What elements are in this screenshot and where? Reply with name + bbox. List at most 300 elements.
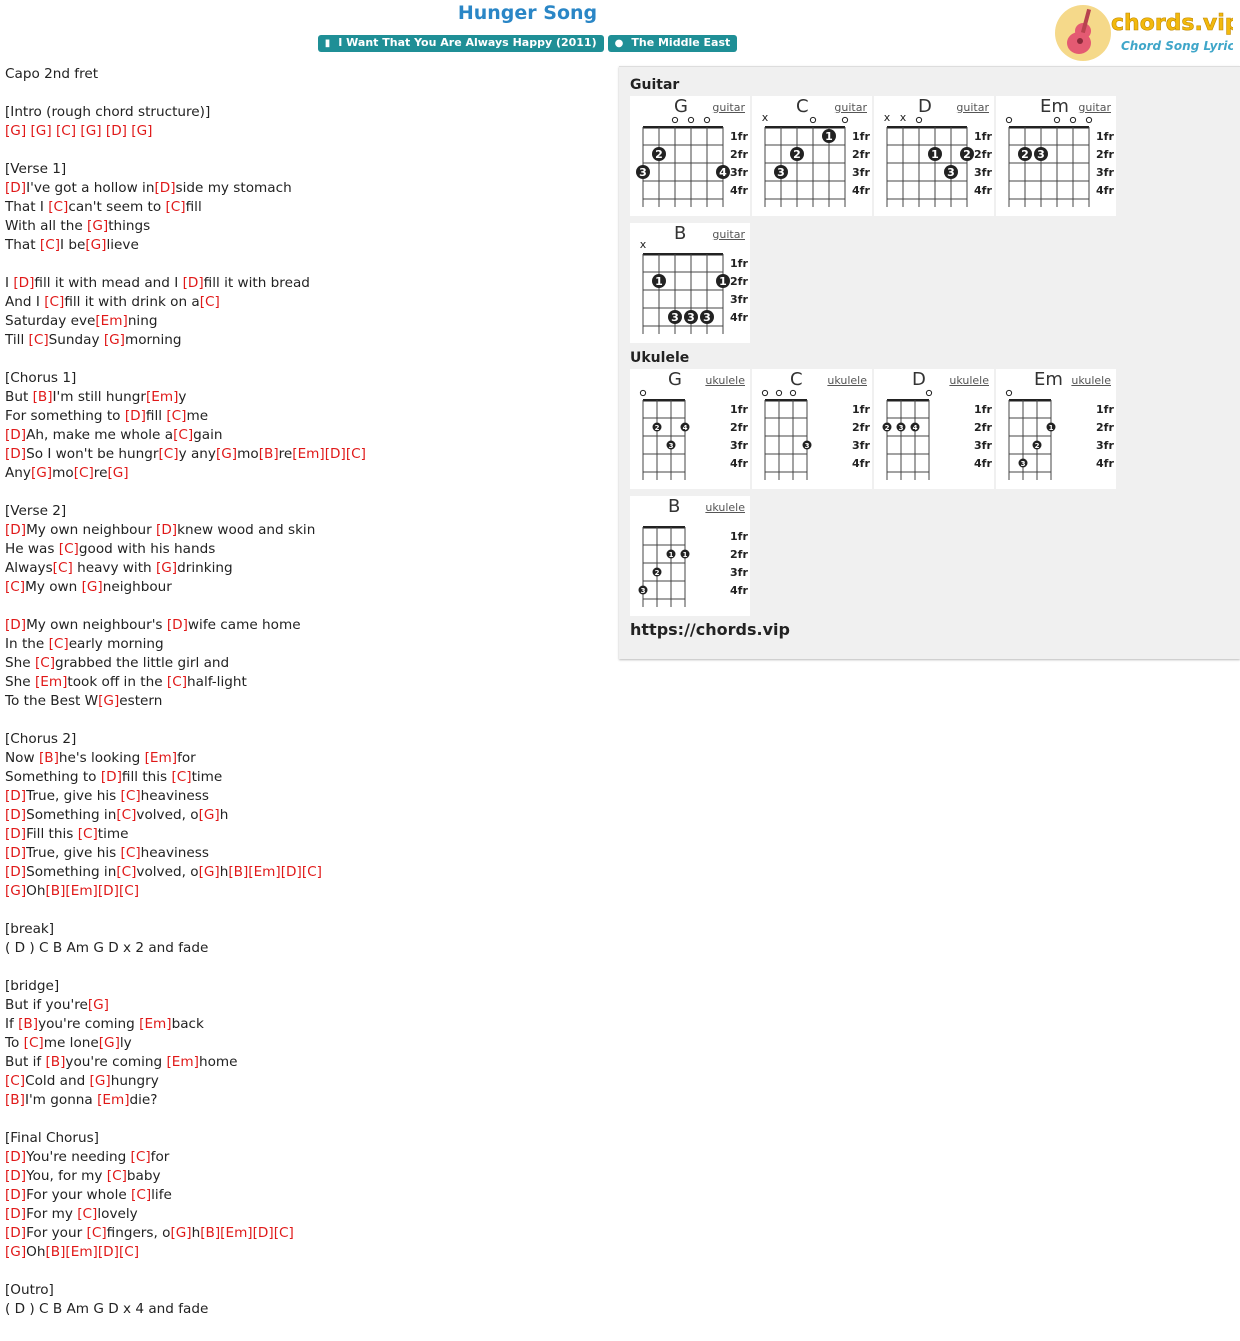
chord-link[interactable]: [D] xyxy=(154,180,176,196)
lyric-line xyxy=(5,635,605,654)
instrument-link[interactable]: ukulele xyxy=(705,501,745,514)
chord-link[interactable]: [B] xyxy=(32,389,53,405)
lyric-text: She xyxy=(5,655,35,671)
finger-number: 2 xyxy=(1034,442,1040,450)
artist-name: The Middle East xyxy=(631,36,731,49)
chord-link[interactable]: [D] xyxy=(166,617,188,633)
chord-link[interactable]: [G] xyxy=(30,465,53,481)
finger-number: 4 xyxy=(912,424,918,432)
lyric-text: [bridge] xyxy=(5,978,60,994)
lyric-text: You, for my xyxy=(26,1168,107,1184)
chord-link[interactable]: [Em] xyxy=(34,674,68,690)
lyric-line xyxy=(5,1262,605,1281)
chord-link[interactable]: [D] xyxy=(5,1187,27,1203)
chord-card-ukulele-d[interactable] xyxy=(874,369,994,489)
lyric-text: [Chorus 1] xyxy=(5,370,77,386)
guitar-section-label: Guitar xyxy=(630,77,680,93)
chord-link[interactable]: [C] xyxy=(165,199,186,215)
lyric-line xyxy=(5,863,605,882)
chord-link[interactable]: [G] xyxy=(215,446,238,462)
chord-link[interactable]: [G] xyxy=(87,997,109,1013)
fret-label: 3fr xyxy=(730,293,748,306)
chord-card-ukulele-c[interactable] xyxy=(752,369,872,489)
chord-link[interactable]: [B] xyxy=(5,1092,25,1108)
chord-link[interactable]: [C] xyxy=(48,636,69,652)
fret-label: 2fr xyxy=(1096,148,1114,161)
finger-number: 1 xyxy=(1048,424,1054,432)
lyric-text: Now xyxy=(5,750,39,766)
chord-link[interactable]: [C] xyxy=(173,427,194,443)
chord-link[interactable]: [C] xyxy=(131,1187,152,1203)
finger-number: 3 xyxy=(777,166,785,179)
lyric-text: gain xyxy=(193,427,223,443)
instrument-link[interactable]: guitar xyxy=(956,101,989,114)
chord-link[interactable]: [Em] xyxy=(220,1225,253,1241)
lyric-text: Something to xyxy=(5,769,101,785)
lyric-text: heaviness xyxy=(140,788,209,804)
lyric-text: early morning xyxy=(68,636,164,652)
lyric-text: lovely xyxy=(97,1206,138,1222)
lyric-text: True, give his xyxy=(26,788,121,804)
lyric-line xyxy=(5,198,605,217)
chord-link[interactable]: [Em] xyxy=(95,313,128,329)
lyric-text: h xyxy=(219,807,229,823)
lyric-line xyxy=(5,806,605,825)
chord-link[interactable]: [C] xyxy=(116,864,137,880)
lyric-text: me xyxy=(186,408,209,424)
lyric-line xyxy=(5,1072,605,1091)
chord-link[interactable]: [C] xyxy=(273,1225,294,1241)
chord-link[interactable]: [Em] xyxy=(144,750,178,766)
chord-link[interactable]: [C] xyxy=(171,769,192,785)
chord-link[interactable]: [D] xyxy=(124,408,146,424)
instrument-link[interactable]: guitar xyxy=(1078,101,1111,114)
fret-label: 1fr xyxy=(1096,130,1114,143)
lyric-text: Capo 2nd fret xyxy=(5,66,99,82)
chord-link[interactable]: [C] xyxy=(23,1035,44,1051)
lyric-text: fill it with bread xyxy=(203,275,310,291)
chord-diagram xyxy=(630,96,750,216)
chord-card-guitar-d[interactable] xyxy=(874,96,994,216)
chord-link[interactable]: [Em] xyxy=(97,1092,130,1108)
lyric-line xyxy=(5,1053,605,1072)
lyric-text: With all the xyxy=(5,218,88,234)
chord-diagram xyxy=(630,369,750,489)
artist-tag[interactable] xyxy=(608,35,738,52)
chord-link[interactable]: [G] xyxy=(103,332,125,348)
chord-link[interactable]: [D] xyxy=(5,1225,27,1241)
finger-number: 1 xyxy=(719,275,727,288)
lyric-line xyxy=(5,255,605,274)
lyric-text: Till xyxy=(5,332,29,348)
open-string-marker xyxy=(688,117,693,122)
chord-link[interactable]: [G] xyxy=(98,1035,120,1051)
lyric-text: morning xyxy=(125,332,182,348)
lyric-line xyxy=(5,179,605,198)
lyric-line xyxy=(5,426,605,445)
lyric-line xyxy=(5,502,605,521)
finger-number: 3 xyxy=(668,442,674,450)
lyric-text: [Outro] xyxy=(5,1282,54,1298)
lyric-text: drinking xyxy=(177,560,233,576)
lyric-line xyxy=(5,483,605,502)
fret-label: 4fr xyxy=(852,184,870,197)
lyric-text: fill xyxy=(145,408,167,424)
open-string-marker xyxy=(926,390,931,395)
chord-link[interactable]: [C] xyxy=(44,294,65,310)
lyric-text: For your xyxy=(26,1225,87,1241)
chord-link[interactable]: [C] xyxy=(345,446,366,462)
finger-number: 2 xyxy=(655,148,663,161)
chord-link[interactable]: [C] xyxy=(158,446,179,462)
lyric-text: you're coming xyxy=(65,1054,167,1070)
instrument-link[interactable]: guitar xyxy=(834,101,867,114)
lyric-text: [Final Chorus] xyxy=(5,1130,99,1146)
song-title[interactable]: Hunger Song xyxy=(457,2,598,24)
chord-link[interactable]: [C] xyxy=(118,883,140,899)
lyric-line xyxy=(5,749,605,768)
lyric-text: My own neighbour's xyxy=(26,617,167,633)
chord-link[interactable]: [B] xyxy=(45,883,66,899)
lyric-text: he's looking xyxy=(58,750,145,766)
chord-card-ukulele-b[interactable] xyxy=(630,496,750,616)
chord-link[interactable]: [C] xyxy=(116,807,137,823)
finger-number: 3 xyxy=(898,424,904,432)
chord-link[interactable]: [D] xyxy=(5,1206,27,1222)
instrument-link[interactable]: guitar xyxy=(712,101,745,114)
chord-link[interactable]: [Em] xyxy=(166,1054,199,1070)
lyric-line xyxy=(5,122,605,141)
lyric-line xyxy=(5,597,605,616)
lyric-text: ning xyxy=(127,313,158,329)
chord-link[interactable]: [D] xyxy=(100,769,122,785)
lyric-text: [Verse 1] xyxy=(5,161,67,177)
lyric-text: Ah, make me whole a xyxy=(26,427,174,443)
chord-link[interactable]: [C] xyxy=(34,655,56,671)
open-string-marker xyxy=(1070,117,1075,122)
lyric-text: h xyxy=(219,864,229,880)
chord-link[interactable]: [C] xyxy=(28,332,49,348)
lyric-text: lieve xyxy=(106,237,139,253)
chord-link[interactable]: [B] xyxy=(228,864,249,880)
chord-link[interactable]: [D] xyxy=(5,180,27,196)
chord-link[interactable]: [B] xyxy=(18,1016,39,1032)
lyric-text: She xyxy=(5,674,35,690)
chord-link[interactable]: [C] xyxy=(77,1206,98,1222)
chord-link[interactable]: [Em] xyxy=(139,1016,172,1032)
lyric-text: But if xyxy=(5,1054,46,1070)
chord-link[interactable]: [D] xyxy=(5,446,27,462)
chord-link[interactable]: [D] xyxy=(182,275,204,291)
chord-link[interactable]: [D] xyxy=(5,522,27,538)
chord-link[interactable]: [D] xyxy=(324,446,346,462)
album-name: I Want That You Are Always Happy (2011) xyxy=(338,36,597,49)
chord-link[interactable]: [Em] xyxy=(145,389,179,405)
chord-link[interactable]: [C] xyxy=(86,1225,107,1241)
lyric-text: y xyxy=(178,389,187,405)
chord-name: C xyxy=(790,369,803,390)
lyric-text: If xyxy=(5,1016,19,1032)
site-logo[interactable] xyxy=(1053,3,1233,63)
instrument-link[interactable]: ukulele xyxy=(827,374,867,387)
lyric-text: back xyxy=(171,1016,204,1032)
chord-link[interactable]: [G] xyxy=(80,123,102,139)
chord-name: G xyxy=(668,369,682,390)
lyric-line xyxy=(5,768,605,787)
lyric-text: Fill this xyxy=(26,826,78,842)
open-string-marker xyxy=(916,117,921,122)
chord-link[interactable]: [C] xyxy=(199,294,220,310)
chord-diagram xyxy=(874,96,994,216)
chord-link[interactable]: [C] xyxy=(52,560,73,576)
chord-link[interactable]: [G] xyxy=(131,123,153,139)
fret-label: 2fr xyxy=(974,148,992,161)
muted-string-marker: x xyxy=(883,111,891,124)
instrument-link[interactable]: ukulele xyxy=(1071,374,1111,387)
fret-label: 1fr xyxy=(730,403,748,416)
finger-number: 4 xyxy=(682,424,688,432)
lyric-text: Something in xyxy=(26,807,117,823)
lyric-text: fingers, o xyxy=(106,1225,171,1241)
chord-link[interactable]: [Em] xyxy=(65,883,98,899)
chord-link[interactable]: [C] xyxy=(5,1073,26,1089)
chord-link[interactable]: [D] xyxy=(156,522,178,538)
fret-label: 4fr xyxy=(730,311,748,324)
finger-number: 2 xyxy=(654,569,660,577)
lyric-text: knew wood and skin xyxy=(177,522,316,538)
lyric-text: baby xyxy=(126,1168,161,1184)
fret-label: 2fr xyxy=(974,421,992,434)
lyric-line xyxy=(5,388,605,407)
chord-link[interactable]: [B] xyxy=(45,1054,66,1070)
finger-number: 3 xyxy=(640,587,646,595)
lyric-line xyxy=(5,1110,605,1129)
lyric-text: grabbed the little girl and xyxy=(55,655,230,671)
chord-link[interactable]: [G] xyxy=(5,1244,27,1260)
lyric-text: time xyxy=(97,826,129,842)
chord-link[interactable]: [G] xyxy=(30,123,52,139)
lyric-line xyxy=(5,1167,605,1186)
chord-link[interactable]: [D] xyxy=(252,1225,274,1241)
chord-link[interactable]: [G] xyxy=(198,807,220,823)
finger-number: 3 xyxy=(804,442,810,450)
chord-link[interactable]: [G] xyxy=(170,1225,192,1241)
open-string-marker xyxy=(1006,390,1011,395)
site-url[interactable]: https://chords.vip xyxy=(630,620,790,639)
chord-link[interactable]: [Em] xyxy=(292,446,325,462)
chord-link[interactable]: [G] xyxy=(89,1073,111,1089)
song-tags xyxy=(0,35,1055,52)
chord-link[interactable]: [G] xyxy=(107,465,129,481)
fret-label: 2fr xyxy=(852,421,870,434)
chord-link[interactable]: [G] xyxy=(5,123,27,139)
chord-link[interactable]: [D] xyxy=(5,807,27,823)
album-icon: ▮ xyxy=(324,38,331,49)
fret-label: 1fr xyxy=(1096,403,1114,416)
chord-link[interactable]: [C] xyxy=(130,1149,151,1165)
chord-link[interactable]: [D] xyxy=(13,275,35,291)
lyric-line xyxy=(5,236,605,255)
lyric-text: That xyxy=(5,237,40,253)
chord-name: G xyxy=(674,96,688,117)
chord-link[interactable]: [C] xyxy=(166,674,188,690)
lyric-line xyxy=(5,160,605,179)
finger-number: 3 xyxy=(947,166,955,179)
chord-link[interactable]: [D] xyxy=(97,1244,119,1260)
chord-diagram xyxy=(752,369,872,489)
fret-label: 4fr xyxy=(730,457,748,470)
lyric-text: heaviness xyxy=(140,845,209,861)
chord-link[interactable]: [G] xyxy=(155,560,178,576)
chord-card-ukulele-em[interactable] xyxy=(996,369,1116,489)
chord-link[interactable]: [G] xyxy=(98,693,120,709)
fret-label: 2fr xyxy=(852,148,870,161)
chord-link[interactable]: [C] xyxy=(166,408,187,424)
chord-link[interactable]: [B] xyxy=(258,446,279,462)
chord-card-guitar-c[interactable] xyxy=(752,96,872,216)
lyric-line xyxy=(5,312,605,331)
lyric-text: you're coming xyxy=(38,1016,140,1032)
lyric-text: fill xyxy=(185,199,202,215)
chord-link[interactable]: [G] xyxy=(5,883,27,899)
chord-link[interactable]: [D] xyxy=(280,864,302,880)
lyric-line xyxy=(5,654,605,673)
chord-name: B xyxy=(674,223,687,244)
chord-link[interactable]: [C] xyxy=(73,465,94,481)
chord-link[interactable]: [C] xyxy=(301,864,322,880)
lyric-line xyxy=(5,464,605,483)
lyric-text: ( D ) C B Am G D x 2 and fade xyxy=(5,940,209,956)
lyric-line xyxy=(5,1015,605,1034)
lyric-text: life xyxy=(151,1187,172,1203)
lyric-text: mo xyxy=(237,446,259,462)
fret-label: 3fr xyxy=(1096,439,1114,452)
chord-link[interactable]: [D] xyxy=(5,864,27,880)
lyric-text: fill it with drink on a xyxy=(64,294,200,310)
chord-link[interactable]: [D] xyxy=(5,788,27,804)
lyric-text: Sunday xyxy=(48,332,104,348)
lyric-line xyxy=(5,977,605,996)
chord-link[interactable]: [C] xyxy=(118,1244,140,1260)
chord-link[interactable]: [D] xyxy=(5,1168,27,1184)
finger-number: 1 xyxy=(825,130,833,143)
chord-link[interactable]: [D] xyxy=(97,883,119,899)
lyric-text: Something in xyxy=(26,864,117,880)
lyric-line xyxy=(5,65,605,84)
album-tag[interactable] xyxy=(318,35,604,52)
chord-link[interactable]: [G] xyxy=(85,237,107,253)
lyric-line xyxy=(5,692,605,711)
chord-link[interactable]: [G] xyxy=(81,579,103,595)
lyric-text: home xyxy=(198,1054,238,1070)
lyric-line xyxy=(5,1129,605,1148)
lyric-text: I'm still hungr xyxy=(52,389,146,405)
chord-link[interactable]: [C] xyxy=(120,788,141,804)
fret-label: 1fr xyxy=(730,130,748,143)
lyric-text: I xyxy=(5,275,14,291)
finger-number: 4 xyxy=(719,166,727,179)
lyric-text: time xyxy=(191,769,223,785)
nut xyxy=(643,253,723,256)
fret-label: 3fr xyxy=(974,166,992,179)
chord-link[interactable]: [C] xyxy=(77,826,98,842)
open-string-marker xyxy=(776,390,781,395)
lyric-line xyxy=(5,958,605,977)
chord-link[interactable]: [B] xyxy=(38,750,59,766)
lyric-text: volved, o xyxy=(136,864,199,880)
chord-link[interactable]: [C] xyxy=(58,541,79,557)
instrument-link[interactable]: ukulele xyxy=(705,374,745,387)
fret-label: 2fr xyxy=(730,275,748,288)
lyric-line xyxy=(5,1281,605,1300)
lyric-line xyxy=(5,103,605,122)
chord-link[interactable]: [B] xyxy=(200,1225,221,1241)
chord-link[interactable]: [D] xyxy=(5,427,27,443)
lyric-line xyxy=(5,939,605,958)
chord-card-guitar-g[interactable] xyxy=(630,96,750,216)
chord-link[interactable]: [D] xyxy=(5,826,27,842)
finger-number: 1 xyxy=(682,551,688,559)
chord-link[interactable]: [G] xyxy=(87,218,109,234)
finger-number: 3 xyxy=(1037,148,1045,161)
lyric-text: ly xyxy=(119,1035,132,1051)
nut xyxy=(765,399,807,402)
chord-link[interactable]: [C] xyxy=(48,199,69,215)
chord-link[interactable]: [G] xyxy=(198,864,220,880)
lyric-line xyxy=(5,559,605,578)
lyric-text: [Intro (rough chord structure)] xyxy=(5,104,211,120)
muted-string-marker: x xyxy=(761,111,769,124)
chord-card-guitar-b[interactable] xyxy=(630,223,750,343)
chord-card-guitar-em[interactable] xyxy=(996,96,1116,216)
finger-number: 3 xyxy=(1020,460,1026,468)
chord-name: Em xyxy=(1034,369,1063,390)
chord-link[interactable]: [C] xyxy=(39,237,61,253)
lyric-text: things xyxy=(108,218,151,234)
lyric-text: [Verse 2] xyxy=(5,503,67,519)
chord-link[interactable]: [D] xyxy=(5,617,27,633)
lyric-text: wife came home xyxy=(187,617,301,633)
chord-link[interactable]: [Em] xyxy=(65,1244,98,1260)
chord-link[interactable]: [C] xyxy=(5,579,26,595)
chord-link[interactable]: [Em] xyxy=(248,864,281,880)
instrument-link[interactable]: ukulele xyxy=(949,374,989,387)
lyric-line xyxy=(5,730,605,749)
lyric-text: For your whole xyxy=(26,1187,132,1203)
chord-link[interactable]: [B] xyxy=(45,1244,66,1260)
chord-link[interactable]: [C] xyxy=(106,1168,127,1184)
chord-link[interactable]: [C] xyxy=(55,123,77,139)
chord-link[interactable]: [C] xyxy=(120,845,141,861)
lyric-text: hungry xyxy=(110,1073,159,1089)
lyric-text: neighbour xyxy=(102,579,172,595)
instrument-link[interactable]: guitar xyxy=(712,228,745,241)
lyric-text: can't seem to xyxy=(68,199,166,215)
lyric-line xyxy=(5,882,605,901)
nut xyxy=(643,126,723,129)
lyric-text: mo xyxy=(52,465,74,481)
chord-card-ukulele-g[interactable] xyxy=(630,369,750,489)
chord-link[interactable]: [D] xyxy=(105,123,127,139)
lyric-text: h xyxy=(191,1225,201,1241)
nut xyxy=(887,126,967,129)
lyric-line xyxy=(5,1034,605,1053)
chord-link[interactable]: [D] xyxy=(5,845,27,861)
fret-label: 1fr xyxy=(852,130,870,143)
lyric-line xyxy=(5,293,605,312)
chord-link[interactable]: [D] xyxy=(5,1149,27,1165)
finger-number: 1 xyxy=(655,275,663,288)
